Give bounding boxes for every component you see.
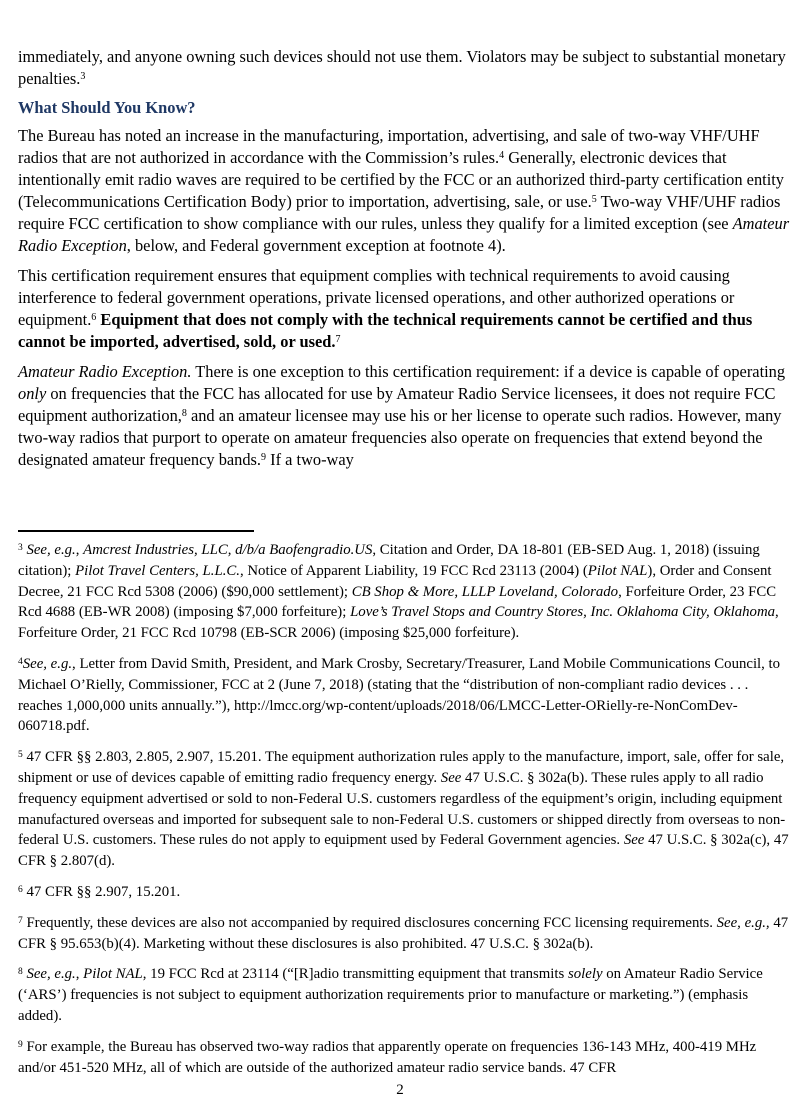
footnote-4: $^4$See, e.g., Letter from David Smith, President, and Mark Crosby, Secretary/Treasurer, Land Mobile Communications Council, to Michael O’Rielly, Commissioner, FCC at 2 (June 7, 2018) (stating that the “distribution of non-compliant radio devices . . . reaches 1,000,000 units annually.”), http://lmcc.org/wp-content/uploads/2018/06/LMCC-Letter-ORielly-re-NonComDev-060718.pdf. xyxy=(18,655,781,735)
document-body xyxy=(18,46,792,471)
footnote-7: $^7$ Frequently, these devices are also not accompanied by required disclosures concerning FCC licensing requirements. See, e.g., 47 CFR § 95.653(b)(4). Marketing without these disclosures is also prohibited. 47 U.S.C. § 302a(b). xyxy=(18,914,789,952)
footnote-ref[interactable]: 8 xyxy=(181,408,187,419)
section-heading: What Should You Know? xyxy=(18,98,196,117)
footnote-ref[interactable]: 5 xyxy=(591,194,597,205)
footnote-6: $^6$ 47 CFR §§ 2.907, 15.201. xyxy=(18,883,181,900)
paragraph-3: Amateur Radio Exception. There is one exception to this certification requirement: if a device is capable of operating only on frequencies that the FCC has allocated for use by Amateur Radio Service licensees, it does not require FCC equipment authorization,$^8$ and an amateur licensee may use his or her license to operate such radios. However, many two-way radios that purport to operate on amateur frequencies also operate on frequencies that extend beyond the designated amateur frequency bands.$^9$ If a two-way xyxy=(18,362,786,469)
footnotes xyxy=(18,540,792,1088)
footnote-ref[interactable]: 9 xyxy=(261,452,267,463)
page-number: 2 xyxy=(396,1082,404,1098)
footnote-ref[interactable]: 6 xyxy=(91,312,97,323)
paragraph-2: This certification requirement ensures that equipment complies with technical requirements to avoid causing interference to federal government operations, private licensed operations, and other authorized operations or equipment.$^6$ Equipment that does not comply with the technical requirements cannot be certified and thus cannot be imported, advertised, sold, or used.$^7$ xyxy=(18,266,753,351)
continuation-paragraph: immediately, and anyone owning such devices should not use them. Violators may be subject to substantial monetary penalties.$^3$ xyxy=(18,47,786,88)
footnote-ref[interactable]: 7 xyxy=(335,334,341,345)
footnote-separator xyxy=(18,530,254,532)
footnote-5: $^5$ 47 CFR §§ 2.803, 2.805, 2.907, 15.201. The equipment authorization rules apply to the manufacture, import, sale, offer for sale, shipment or use of devices capable of emitting radio frequency energy. See 47 U.S.C. § 302a(b). These rules apply to all radio frequency equipment advertised or sold to non-Federal U.S. customers regardless of the equipment’s origin, including equipment manufactured overseas and imported for subsequent sale to non-Federal U.S. customers or shipped directly from overseas to non-federal U.S. customers. These rules do not apply to equipment used by Federal Government agencies. See 47 U.S.C. § 302a(c), 47 CFR § 2.807(d). xyxy=(18,749,789,870)
footnote-3: $^3$ See, e.g., Amcrest Industries, LLC, d/b/a Baofengradio.US, Citation and Order, DA 18-801 (EB-SED Aug. 1, 2018) (issuing citation); Pilot Travel Centers, L.L.C., Notice of Apparent Liability, 19 FCC Rcd 23113 (2004) (Pilot NAL), Order and Consent Decree, 21 FCC Rcd 5308 (2006) ($90,000 settlement); CB Shop & More, LLLP Loveland, Colorado, Forfeiture Order, 23 FCC Rcd 4688 (EB-WR 2008) (imposing $7,000 forfeiture); Love’s Travel Stops and Country Stores, Inc. Oklahoma City, Oklahoma, Forfeiture Order, 21 FCC Rcd 10798 (EB-SCR 2006) (imposing $25,000 forfeiture). xyxy=(18,542,779,642)
footnote-9: $^9$ For example, the Bureau has observed two-way radios that apparently operate on frequencies 136-143 MHz, 400-419 MHz and/or 451-520 MHz, all of which are outside of the authorized amateur radio service bands. 47 CFR xyxy=(18,1038,757,1076)
footnote-ref[interactable]: 3 xyxy=(80,71,86,82)
paragraph-1: The Bureau has noted an increase in the manufacturing, importation, advertising, and sale of two-way VHF/UHF radios that are not authorized in accordance with the Commission’s rules.$^4$ Generally, electronic devices that intentionally emit radio waves are required to be certified by the FCC or an authorized third-party certification entity (Telecommunications Certification Body) prior to importation, advertising, sale, or use.$^5$ Two-way VHF/UHF radios require FCC certification to show compliance with our rules, unless they qualify for a limited exception (see Amateur Radio Exception, below, and Federal government exception at footnote 4). xyxy=(18,126,790,255)
footnote-8: $^8$ See, e.g., Pilot NAL, 19 FCC Rcd at 23114 (“[R]adio transmitting equipment that transmits solely on Amateur Radio Service (‘ARS’) frequencies is not subject to equipment authorization requirements prior to manufacture or marketing.”) (emphasis added). xyxy=(18,966,763,1024)
footnote-ref[interactable]: 4 xyxy=(499,150,505,161)
